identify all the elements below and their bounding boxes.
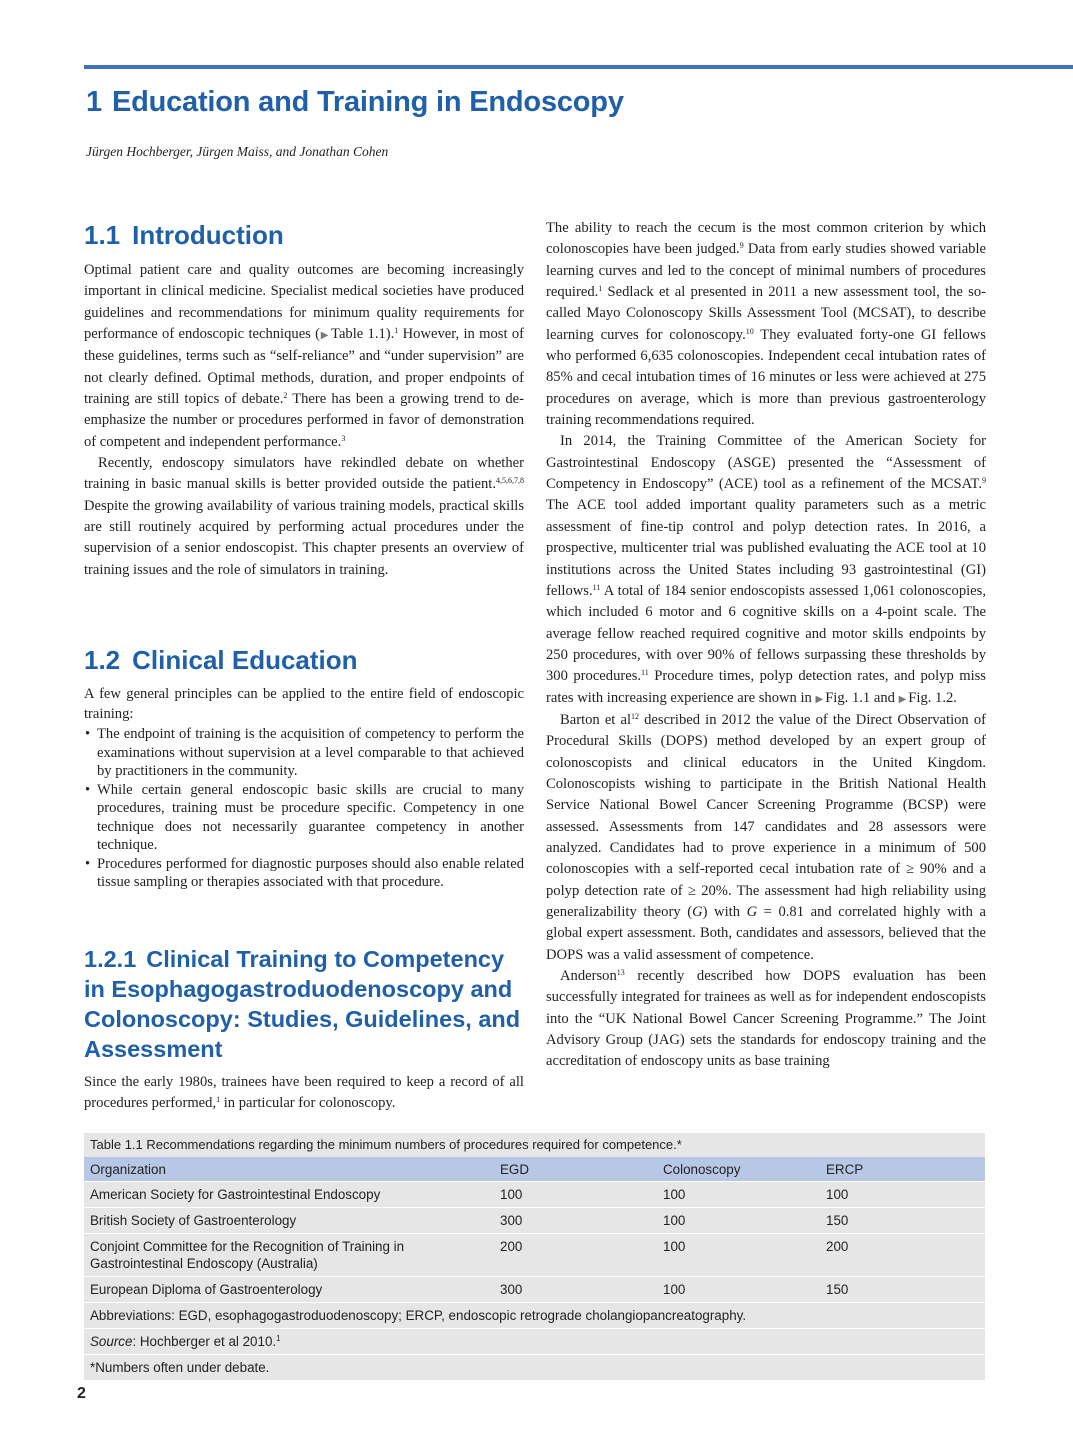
top-rule (84, 65, 1073, 69)
right-paragraph-4: Anderson$^{13}$ recently described how DOPS evaluation has been successfully integrated for trainees as well as for independent endoscopists into the “UK National Bowel Cancer Screening Programme.” The Joint Advisory Group (JAG) sets the standards for endoscopy training and the accreditation of endoscopy units as base training (546, 968, 986, 1070)
table-abbreviations: Abbreviations: EGD, esophagogastroduodenoscopy; ERCP, endoscopic retrograde cholangiopancreatography. (84, 1302, 985, 1328)
list-item: • The endpoint of training is the acquisition of competency to perform the examinations without supervision at a level comparable to that achieved by practitioners in the community. (84, 725, 524, 781)
right-paragraph-1: The ability to reach the cecum is the most common criterion by which colonoscopies have been judged.$^9$ Data from early studies showed variable learning curves and led to the concept of minimal numbers of procedures required.$^1$ Sedlack et al presented in 2011 a new assessment tool, the so-called Mayo Colonoscopy Skills Assessment Tool (MCSAT), to describe learning curves for colonoscopy.$^{10}$ They evaluated forty-one GI fellows who performed 6,635 colonoscopies. Independent cecal intubation rates of 85% and cecal intubation times of 16 minutes or less were achieved at 275 procedures on average, which is more than previous gastroenterology training recommendations required. (546, 220, 986, 429)
table-note: *Numbers often under debate. (84, 1354, 985, 1380)
table-header-row (84, 1157, 985, 1182)
section-heading-clinical-education (84, 645, 358, 676)
table-cell: 300 (494, 1208, 657, 1234)
page-number: 2 (77, 1385, 86, 1402)
table-cell: British Society of Gastroenterology (84, 1208, 494, 1234)
section-title: Introduction (132, 220, 284, 250)
list-item: • Procedures performed for diagnostic purposes should also enable related tissue sampling or therapies associated with that procedure. (84, 855, 524, 892)
section-heading-introduction (84, 220, 284, 251)
reference-arrow-icon: ▶ (815, 693, 824, 705)
table-cell: 100 (494, 1182, 657, 1208)
subsection-number: 1.2.1 (84, 946, 137, 972)
table-cell: 100 (657, 1234, 820, 1277)
section-number: 1.2 (84, 645, 121, 675)
table-cell: 100 (820, 1182, 985, 1208)
recommendations-table (84, 1133, 985, 1380)
table-source: Source: Hochberger et al 2010.$^1$ (84, 1328, 985, 1354)
procedures-table (84, 1157, 985, 1302)
table-row (84, 1208, 985, 1234)
right-paragraph-2: In 2014, the Training Committee of the American Society for Gastrointestinal Endoscopy (ASGE) presented the “Assessment of Competency in Endoscopy” (ACE) tool as a refinement of the MCSAT.$^9$ The ACE tool added important quality parameters such as a metric assessment of fine-tip control and polyp detection rates. In 2016, a prospective, multicenter trial was published evaluating the ACE tool at 10 institutions across the United States including 93 gastrointestinal (GI) fellows.$^{11}$ A total of 184 senior endoscopists assessed 1,061 colonoscopies, which included 6 motor and 6 cognitive skills on a 4-point scale. The average fellow reached required cognitive and motor skills endpoints by 250 procedures, with over 90% of fellows surpassing these thresholds by 300 procedures.$^{11}$ Procedure times, polyp detection rates, and polyp miss rates with increasing experience are shown in ▶ Fig. 1.1 and ▶ Fig. 1.2. (546, 433, 986, 706)
reference-arrow-icon: ▶ (320, 330, 330, 342)
table-row (84, 1234, 985, 1277)
column-header: ERCP (820, 1157, 985, 1182)
subsection-title: Clinical Training to Competency in Esophagogastroduodenoscopy and Colonoscopy: Studies, Guidelines, and Assessment (84, 946, 521, 1062)
list-item: • While certain general endoscopic basic skills are crucial to many procedures, training must be procedure specific. Competency in one technique does not necessarily guarantee competency in another technique. (84, 781, 524, 855)
column-header: Organization (84, 1157, 494, 1182)
table-row (84, 1277, 985, 1303)
section-title: Clinical Education (132, 645, 358, 675)
authors: Jürgen Hochberger, Jürgen Maiss, and Jonathan Cohen (86, 144, 389, 159)
table-cell: 100 (657, 1277, 820, 1303)
table-cell: Conjoint Committee for the Recognition of Training in Gastrointestinal Endoscopy (Australia) (84, 1234, 494, 1277)
table-cell: 100 (657, 1182, 820, 1208)
column-header: Colonoscopy (657, 1157, 820, 1182)
table-cell: American Society for Gastrointestinal Endoscopy (84, 1182, 494, 1208)
table-cell: 300 (494, 1277, 657, 1303)
table-cell: 100 (657, 1208, 820, 1234)
chapter-title (86, 86, 624, 119)
table-cell: European Diploma of Gastroenterology (84, 1277, 494, 1303)
chapter-number: 1 (86, 86, 102, 118)
table-cell: 150 (820, 1277, 985, 1303)
table-cell: 200 (494, 1234, 657, 1277)
intro-paragraph-1: Optimal patient care and quality outcomes are becoming increasingly important in clinical medicine. Specialist medical societies have produced guidelines and recommendations for minimum quality requirements for performance of endoscopic techniques (▶ Table 1.1).$^1$ However, in most of these guidelines, terms such as “self-reliance” and “under supervision” are not clearly defined. Optimal methods, duration, and proper endpoints of training are still topics of debate.$^2$ There has been a growing trend to de-emphasize the number or procedures performed in favor of demonstration of competent and independent performance.$^3$ (84, 262, 525, 450)
figure-reference-link[interactable]: Fig. 1.1 (825, 689, 871, 706)
table-row (84, 1182, 985, 1208)
intro-paragraph-2: Recently, endoscopy simulators have rekindled debate on whether training in basic manual skills is better provided outside the patient.$^{4,5,6,7,8}$ Despite the growing availability of various training models, practical skills are still routinely acquired by performing actual procedures under the supervision of a senior endoscopist. This chapter presents an overview of training issues and the role of simulators in training. (84, 455, 524, 578)
column-header: EGD (494, 1157, 657, 1182)
training-paragraph-1: Since the early 1980s, trainees have been required to keep a record of all procedures performed,$^1$ in particular for colonoscopy. (84, 1074, 524, 1112)
table-cell: 200 (820, 1234, 985, 1277)
clinical-intro: A few general principles can be applied to the entire field of endoscopic training: (84, 686, 524, 722)
table-caption: Table 1.1 Recommendations regarding the minimum numbers of procedures required for competence.* (90, 1137, 682, 1152)
subsection-heading-clinical-training (84, 944, 524, 1064)
section-number: 1.1 (84, 220, 121, 250)
principles-list (84, 725, 524, 892)
table-cell: 150 (820, 1208, 985, 1234)
table-reference-link[interactable]: Table 1.1 (331, 326, 386, 343)
reference-arrow-icon: ▶ (898, 693, 907, 705)
chapter-title-text: Education and Training in Endoscopy (111, 86, 624, 118)
right-paragraph-3: Barton et $al^{12}$ described in 2012 the value of the Direct Observation of Procedural Skills (DOPS) method developed by an expert group of colonoscopists and clinical educators in the United Kingdom. Colonoscopists wishing to participate in the British National Health Service National Bowel Cancer Screening Programme (BCSP) were assessed. Assessments from 147 candidates and 28 assessors were analyzed. Candidates had to prove experience in a minimum of 500 colonoscopies with a self-reported cecal intubation rate of ≥ 90% and a polyp detection rate of ≥ 20%. The assessment had high reliability using generalizability theory (G) with G = 0.81 and correlated highly with a global expert assessment. Both, candidates and assessors, believed that the DOPS was a valid assessment of competence. (546, 711, 987, 963)
figure-reference-link[interactable]: Fig. 1.2 (908, 689, 954, 706)
